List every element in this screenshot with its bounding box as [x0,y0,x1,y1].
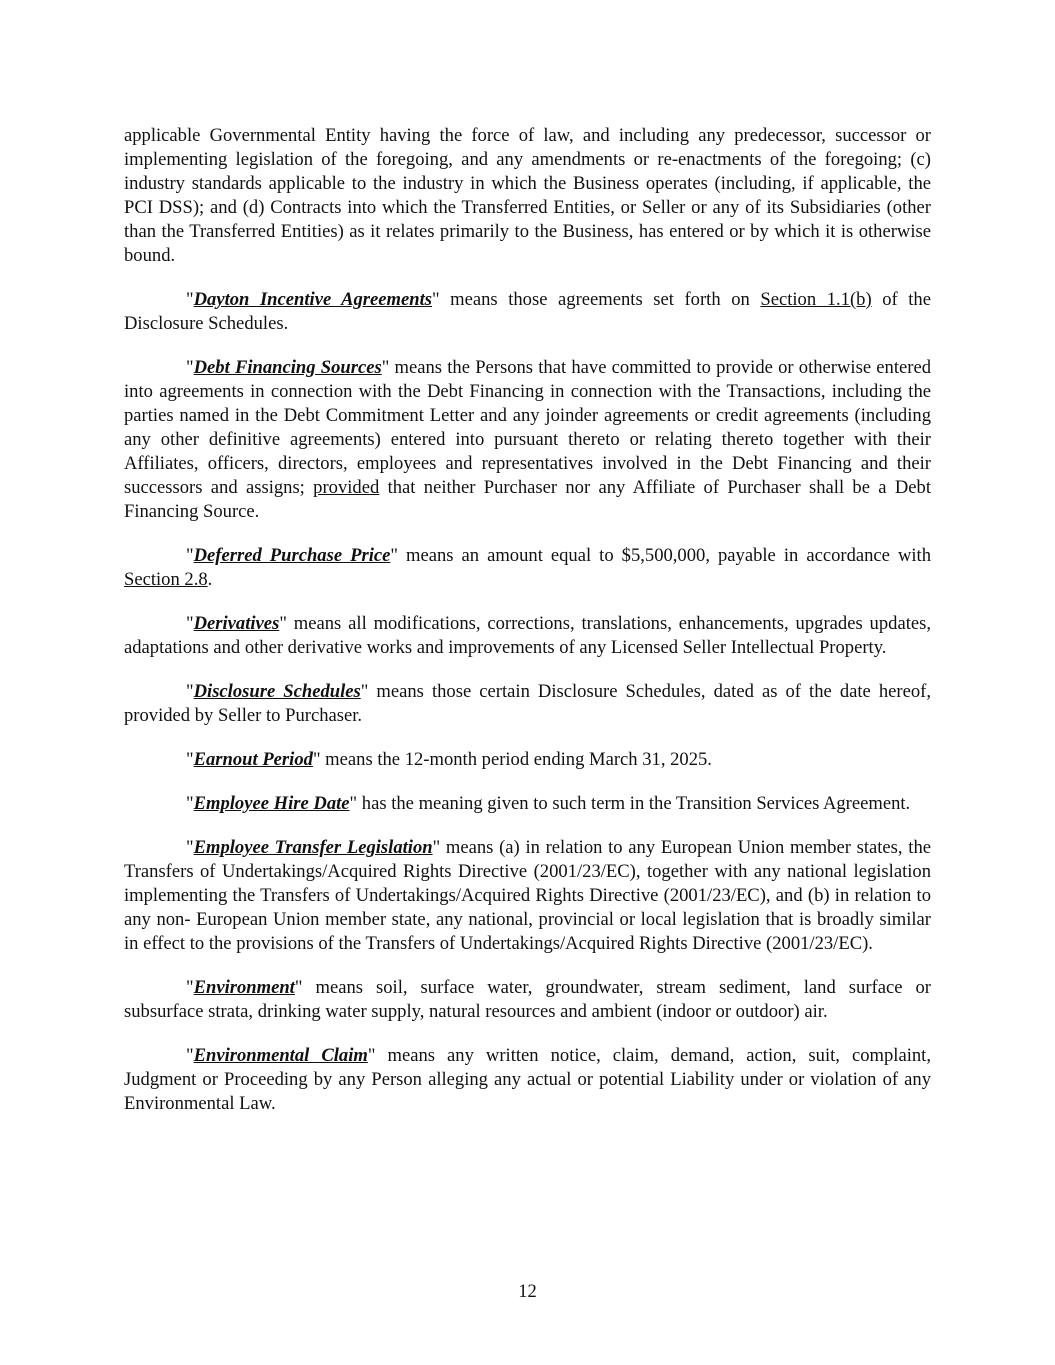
definition-text-after: of the Disclosure Schedules. [124,289,931,334]
definition-text-after: that neither Purchaser nor any Affiliate of Purchaser shall be a Debt Financing Source. [124,477,931,522]
definition-environment: "Environment" means soil, surface water, groundwater, stream sediment, land surface or subsurface strata, drinking water supply, natural resources and ambient (indoor or outdoor) air. [124,977,931,1022]
definition-deferred-purchase-price: "Deferred Purchase Price" means an amount equal to $5,500,000, payable in accordance with Section 2.8. [124,545,931,590]
defined-term: Disclosure Schedules [193,681,361,702]
defined-term: Environmental Claim [193,1045,368,1066]
defined-term: Dayton Incentive Agreements [193,289,432,310]
section-reference: Section 1.1(b) [760,289,872,310]
page-number: 12 [518,1281,537,1302]
definition-dayton-incentive-agreements: "Dayton Incentive Agreements" means those agreements set forth on Section 1.1(b) of the Disclosure Schedules. [124,289,931,334]
defined-term: Derivatives [193,613,280,634]
definition-environmental-claim: "Environmental Claim" means any written notice, claim, demand, action, suit, complaint, Judgment or Proceeding by any Person alleging any actual or potential Liability under or violation of any Environmental Law. [124,1045,931,1114]
definition-text: means any written notice, claim, demand, action, suit, complaint, Judgment or Proceeding by any Person alleging any actual or potential Liability under or violation of any Environmental Law. [124,1045,931,1114]
definition-text: has the meaning given to such term in the Transition Services Agreement. [357,793,911,814]
definition-text-after: . [207,569,213,590]
definition-debt-financing-sources: "Debt Financing Sources" means the Persons that have committed to provide or otherwise entered into agreements in connection with the Debt Financing in connection with the Transactions, including the parties named in the Debt Commitment Letter and any joinder agreements or credit agreements (including any other definitive agreements) entered into pursuant thereto or relating thereto together with their Affiliates, officers, directors, employees and representatives involved in the Debt Financing and their successors and assigns; provided that neither Purchaser nor any Affiliate of Purchaser shall be a Debt Financing Source. [124,357,932,522]
definition-text: means an amount equal to $5,500,000, payable in accordance with [397,545,931,566]
document-page [124,124,931,1136]
definition-text: means all modifications, corrections, translations, enhancements, upgrades updates, adaptations and other derivative works and improvements of any Licensed Seller Intellectual Property. [124,613,931,658]
defined-term: Earnout Period [193,749,313,770]
definition-employee-transfer-legislation: "Employee Transfer Legislation" means (a) in relation to any European Union member states, the Transfers of Undertakings/Acquired Rights Directive (2001/23/EC), together with any national legislation implementing the Transfers of Undertakings/Acquired Rights Directive (2001/23/EC), and (b) in relation to any non- European Union member state, any national, provincial or local legislation that is broadly similar in effect to the provisions of the Transfers of Undertakings/Acquired Rights Directive (2001/23/EC). [124,837,931,954]
definition-employee-hire-date: "Employee Hire Date" has the meaning given to such term in the Transition Services Agreement. [186,793,911,814]
section-reference: Section 2.8 [124,569,208,590]
definition-disclosure-schedules: "Disclosure Schedules" means those certain Disclosure Schedules, dated as of the date hereof, provided by Seller to Purchaser. [124,681,931,726]
definition-text: means soil, surface water, groundwater, stream sediment, land surface or subsurface strata, drinking water supply, natural resources and ambient (indoor or outdoor) air. [124,977,931,1022]
defined-term: Debt Financing Sources [193,357,382,378]
defined-term: Environment [193,977,295,998]
proviso-reference: provided [313,477,380,498]
defined-term: Employee Transfer Legislation [193,837,433,858]
definition-text: means those certain Disclosure Schedules, dated as of the date hereof, provided by Seller to Purchaser. [124,681,931,726]
definition-text: means those agreements set forth on [439,289,761,310]
definition-text: means the Persons that have committed to provide or otherwise entered into agreements in connection with the Debt Financing in connection with the Transactions, including the parties named in the Debt Commitment Letter and any joinder agreements or credit agreements (including any other definitive agreements) entered into pursuant thereto or relating thereto together with their Affiliates, officers, directors, employees and representatives involved in the Debt Financing and their successors and assigns; [124,357,932,498]
defined-term: Deferred Purchase Price [193,545,391,566]
intro-paragraph: applicable Governmental Entity having the force of law, and including any predecessor, successor or implementing legislation of the foregoing, and any amendments or re-enactments of the foregoing; (c) industry standards applicable to the industry in which the Business operates (including, if applicable, the PCI DSS); and (d) Contracts into which the Transferred Entities, or Seller or any of its Subsidiaries (other than the Transferred Entities) as it relates primarily to the Business, has entered or by which it is otherwise bound. [124,125,931,266]
defined-term: Employee Hire Date [193,793,350,814]
definition-derivatives: "Derivatives" means all modifications, corrections, translations, enhancements, upgrades updates, adaptations and other derivative works and improvements of any Licensed Seller Intellectual Property. [124,613,931,658]
definition-text: means (a) in relation to any European Union member states, the Transfers of Undertakings/Acquired Rights Directive (2001/23/EC), together with any national legislation implementing the Transfers of Undertakings/Acquired Rights Directive (2001/23/EC), and (b) in relation to any non- European Union member state, any national, provincial or local legislation that is broadly similar in effect to the provisions of the Transfers of Undertakings/Acquired Rights Directive (2001/23/EC). [124,837,931,954]
definition-earnout-period: "Earnout Period" means the 12-month period ending March 31, 2025. [186,749,712,770]
definition-text: means the 12-month period ending March 31, 2025. [320,749,712,770]
